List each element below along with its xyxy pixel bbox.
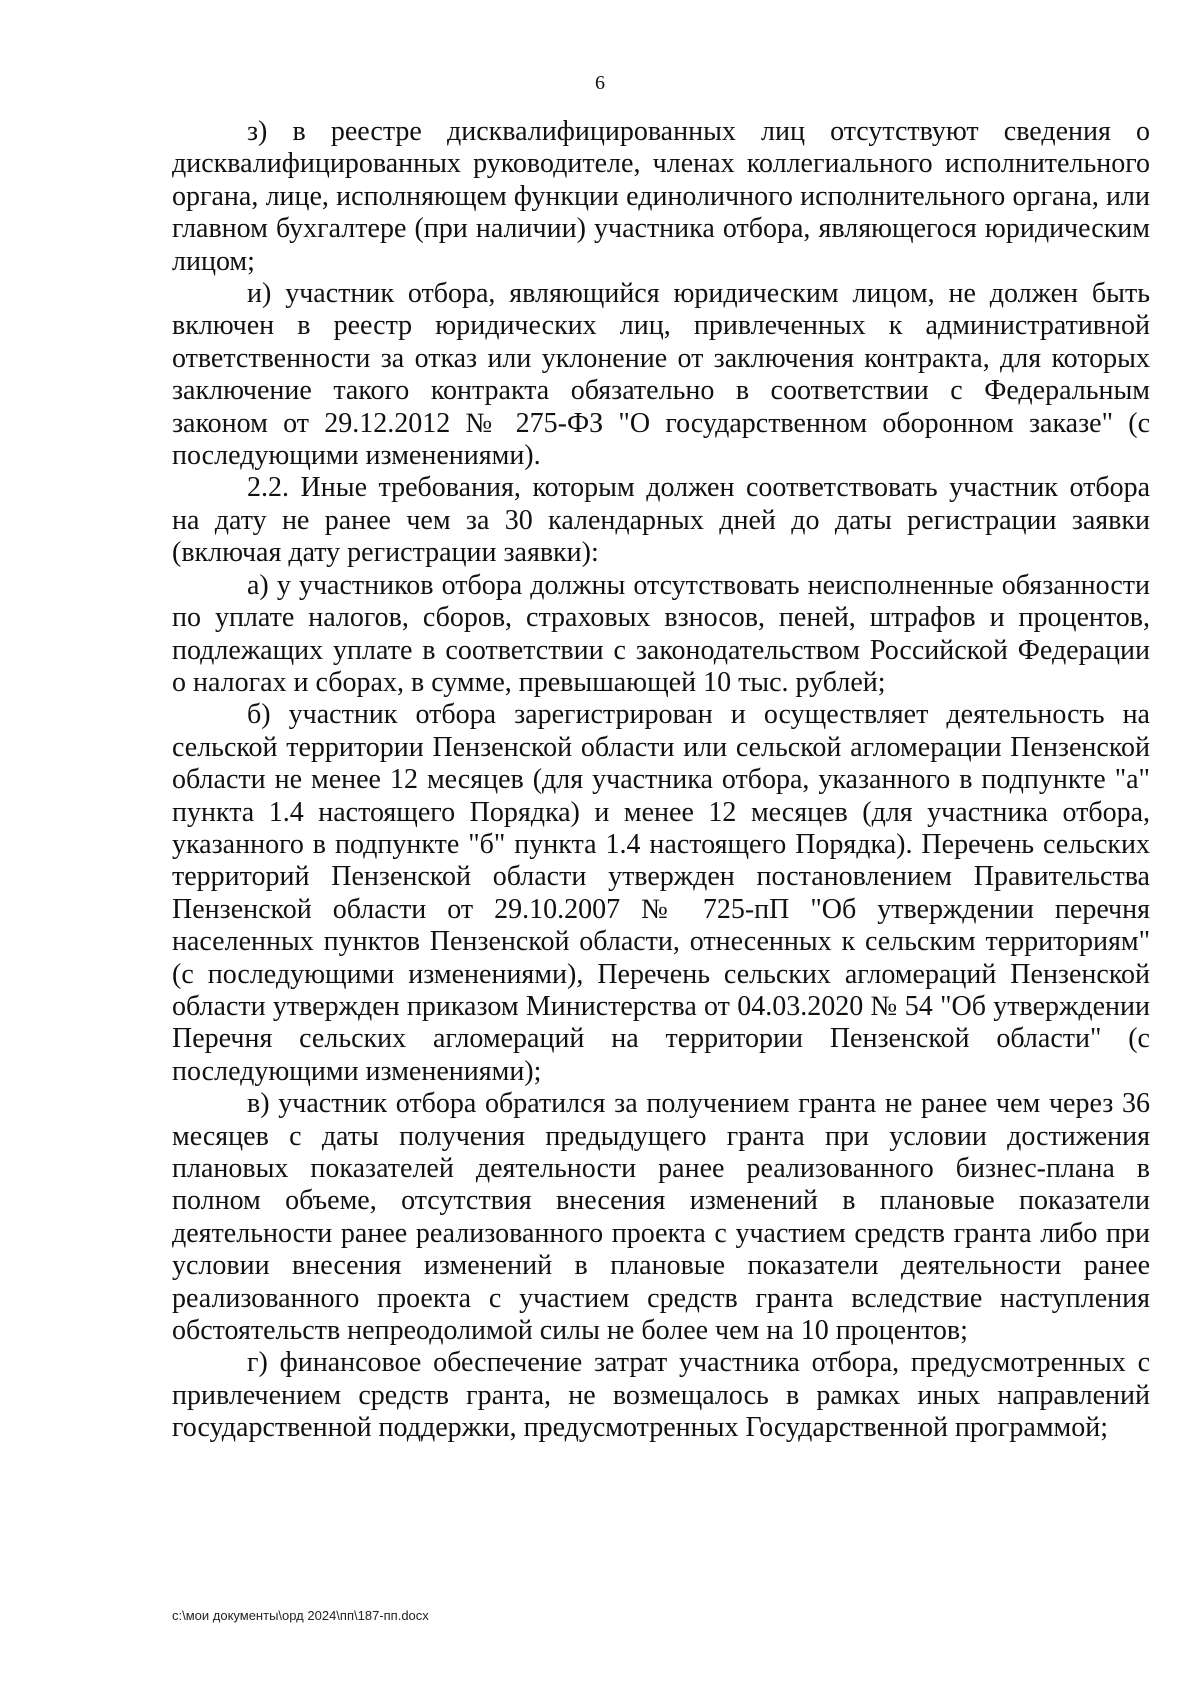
paragraph-i: и) участник отбора, являющийся юридическим лицом, не должен быть включен в реестр юридических лиц, привлеченных к административной ответственности за отказ или уклонение от заключения контракта, для которых заключение такого контракта обязательно в соответствии с Федеральным законом от 29.12.2012 № 275-ФЗ "О государственном оборонном заказе" (с последующими изменениями). <box>172 278 1150 472</box>
page-number: 6 <box>595 72 605 94</box>
document-body <box>172 116 1150 1445</box>
paragraph-2-2: 2.2. Иные требования, которым должен соответствовать участник отбора на дату не ранее чем за 30 календарных дней до даты регистрации заявки (включая дату регистрации заявки): <box>172 472 1150 569</box>
paragraph-g: г) финансовое обеспечение затрат участника отбора, предусмотренных с привлечением средств гранта, не возмещалось в рамках иных направлений государственной поддержки, предусмотренных Государственной программой; <box>172 1347 1150 1444</box>
paragraph-z: з) в реестре дисквалифицированных лиц отсутствуют сведения о дисквалифицированных руководителе, членах коллегиального исполнительного органа, лице, исполняющем функции единоличного исполнительного органа, или главном бухгалтере (при наличии) участника отбора, являющегося юридическим лицом; <box>172 116 1150 277</box>
paragraph-v: в) участник отбора обратился за получением гранта не ранее чем через 36 месяцев с даты получения предыдущего гранта при условии достижения плановых показателей деятельности ранее реализованного бизнес-плана в полном объеме, отсутствия внесения изменений в плановые показатели деятельности ранее реализованного проекта с участием средств гранта либо при условии внесения изменений в плановые показатели деятельности ранее реализованного проекта с участием средств гранта вследствие наступления обстоятельств непреодолимой силы не более чем на 10 процентов; <box>172 1088 1150 1347</box>
paragraph-a: а) у участников отбора должны отсутствовать неисполненные обязанности по уплате налогов, сборов, страховых взносов, пеней, штрафов и процентов, подлежащих уплате в соответствии с законодательством Российской Федерации о налогах и сборах, в сумме, превышающей 10 тыс. рублей; <box>172 569 1150 698</box>
paragraph-b: б) участник отбора зарегистрирован и осуществляет деятельность на сельской территории Пензенской области или сельской агломерации Пензенской области не менее 12 месяцев (для участника отбора, указанного в подпункте "а" пункта 1.4 настоящего Порядка) и менее 12 месяцев (для участника отбора, указанного в подпункте "б" пункта 1.4 настоящего Порядка). Перечень сельских территорий Пензенской области утвержден постановлением Правительства Пензенской области от 29.10.2007 № 725-пП "Об утверждении перечня населенных пунктов Пензенской области, отнесенных к сельским территориям" (с последующими изменениями), Перечень сельских агломераций Пензенской области утвержден приказом Министерства от 04.03.2020 № 54 "Об утверждении Перечня сельских агломераций на территории Пензенской области" (с последующими изменениями); <box>172 699 1150 1087</box>
footer-file-path: c:\мои документы\орд 2024\пп\187-пп.docx <box>172 1608 429 1623</box>
